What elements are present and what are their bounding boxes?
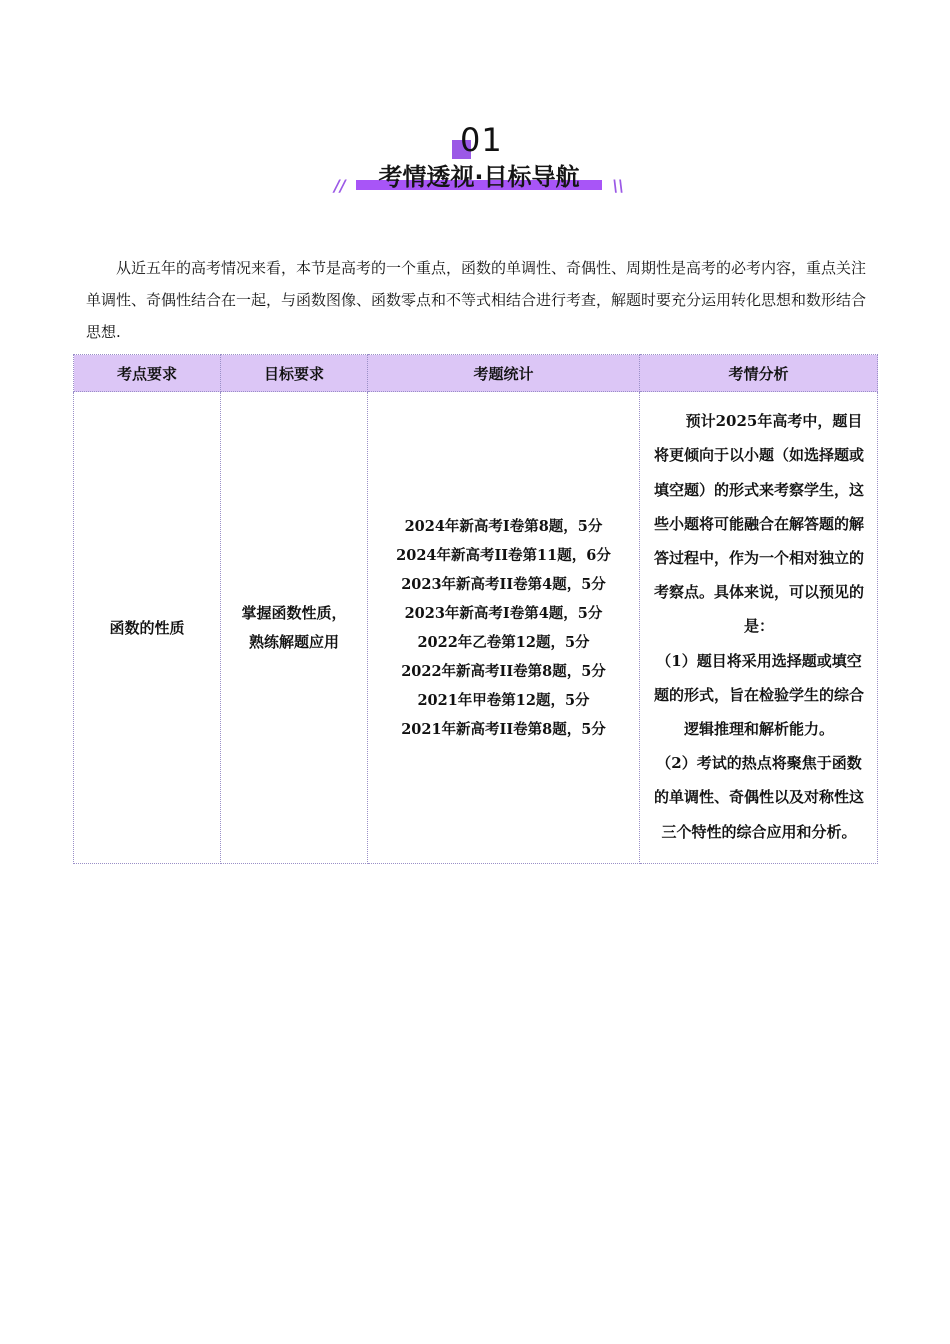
stat-line: 2024年新高考I卷第8题，5分 bbox=[404, 517, 603, 535]
section-title-text: 考情透视·目标导航 bbox=[378, 163, 580, 191]
section-number-text: 01 bbox=[460, 121, 503, 159]
goal-line-2: 熟练解题应用 bbox=[248, 632, 339, 651]
cell-stats bbox=[368, 392, 640, 864]
stat-line: 2021年甲卷第12题，5分 bbox=[417, 691, 590, 709]
point-text: 函数的性质 bbox=[109, 619, 185, 637]
intro-paragraph bbox=[86, 252, 866, 348]
cell-analysis bbox=[640, 392, 878, 864]
cell-point bbox=[74, 392, 221, 864]
header-stats: 考题统计 bbox=[368, 355, 640, 392]
analysis-paragraph-1: 预计2025年高考中，题目将更倾向于以小题（如选择题或填空题）的形式来考察学生，这些小题将可能融合在解答题的解答过程中，作为一个相对独立的考察点。具体来说，可以预见的是： bbox=[653, 412, 864, 636]
header-analysis: 考情分析 bbox=[640, 355, 878, 392]
exam-analysis-table bbox=[73, 354, 878, 864]
table-row bbox=[74, 392, 878, 864]
stat-line: 2022年乙卷第12题，5分 bbox=[417, 633, 590, 651]
goal-line-1: 掌握函数性质， bbox=[241, 603, 347, 622]
table-header-row bbox=[74, 355, 878, 392]
stat-line: 2024年新高考II卷第11题，6分 bbox=[396, 546, 611, 564]
stat-line: 2023年新高考I卷第4题，5分 bbox=[404, 604, 603, 622]
section-header bbox=[0, 118, 950, 208]
header-point: 考点要求 bbox=[74, 355, 221, 392]
stat-line: 2023年新高考II卷第4题，5分 bbox=[401, 575, 606, 593]
slash-deco-right-icon: \\ bbox=[612, 176, 624, 195]
analysis-paragraph-3: （2）考试的热点将聚焦于函数的单调性、奇偶性以及对称性这三个特性的综合应用和分析。 bbox=[653, 754, 864, 841]
header-goal: 目标要求 bbox=[221, 355, 368, 392]
stat-line: 2021年新高考II卷第8题，5分 bbox=[401, 720, 606, 738]
section-number bbox=[452, 122, 512, 162]
slash-deco-left-icon: // bbox=[334, 176, 346, 195]
cell-goal bbox=[221, 392, 368, 864]
section-title bbox=[334, 162, 624, 198]
stat-line: 2022年新高考II卷第8题，5分 bbox=[401, 662, 606, 680]
analysis-paragraph-2: （1）题目将采用选择题或填空题的形式，旨在检验学生的综合逻辑推理和解析能力。 bbox=[653, 651, 864, 738]
intro-text: 从近五年的高考情况来看，本节是高考的一个重点，函数的单调性、奇偶性、周期性是高考的必考内容，重点关注单调性、奇偶性结合在一起，与函数图像、函数零点和不等式相结合进行考查，解题时要充分运用转化思想和数形结合思想. bbox=[86, 259, 867, 341]
